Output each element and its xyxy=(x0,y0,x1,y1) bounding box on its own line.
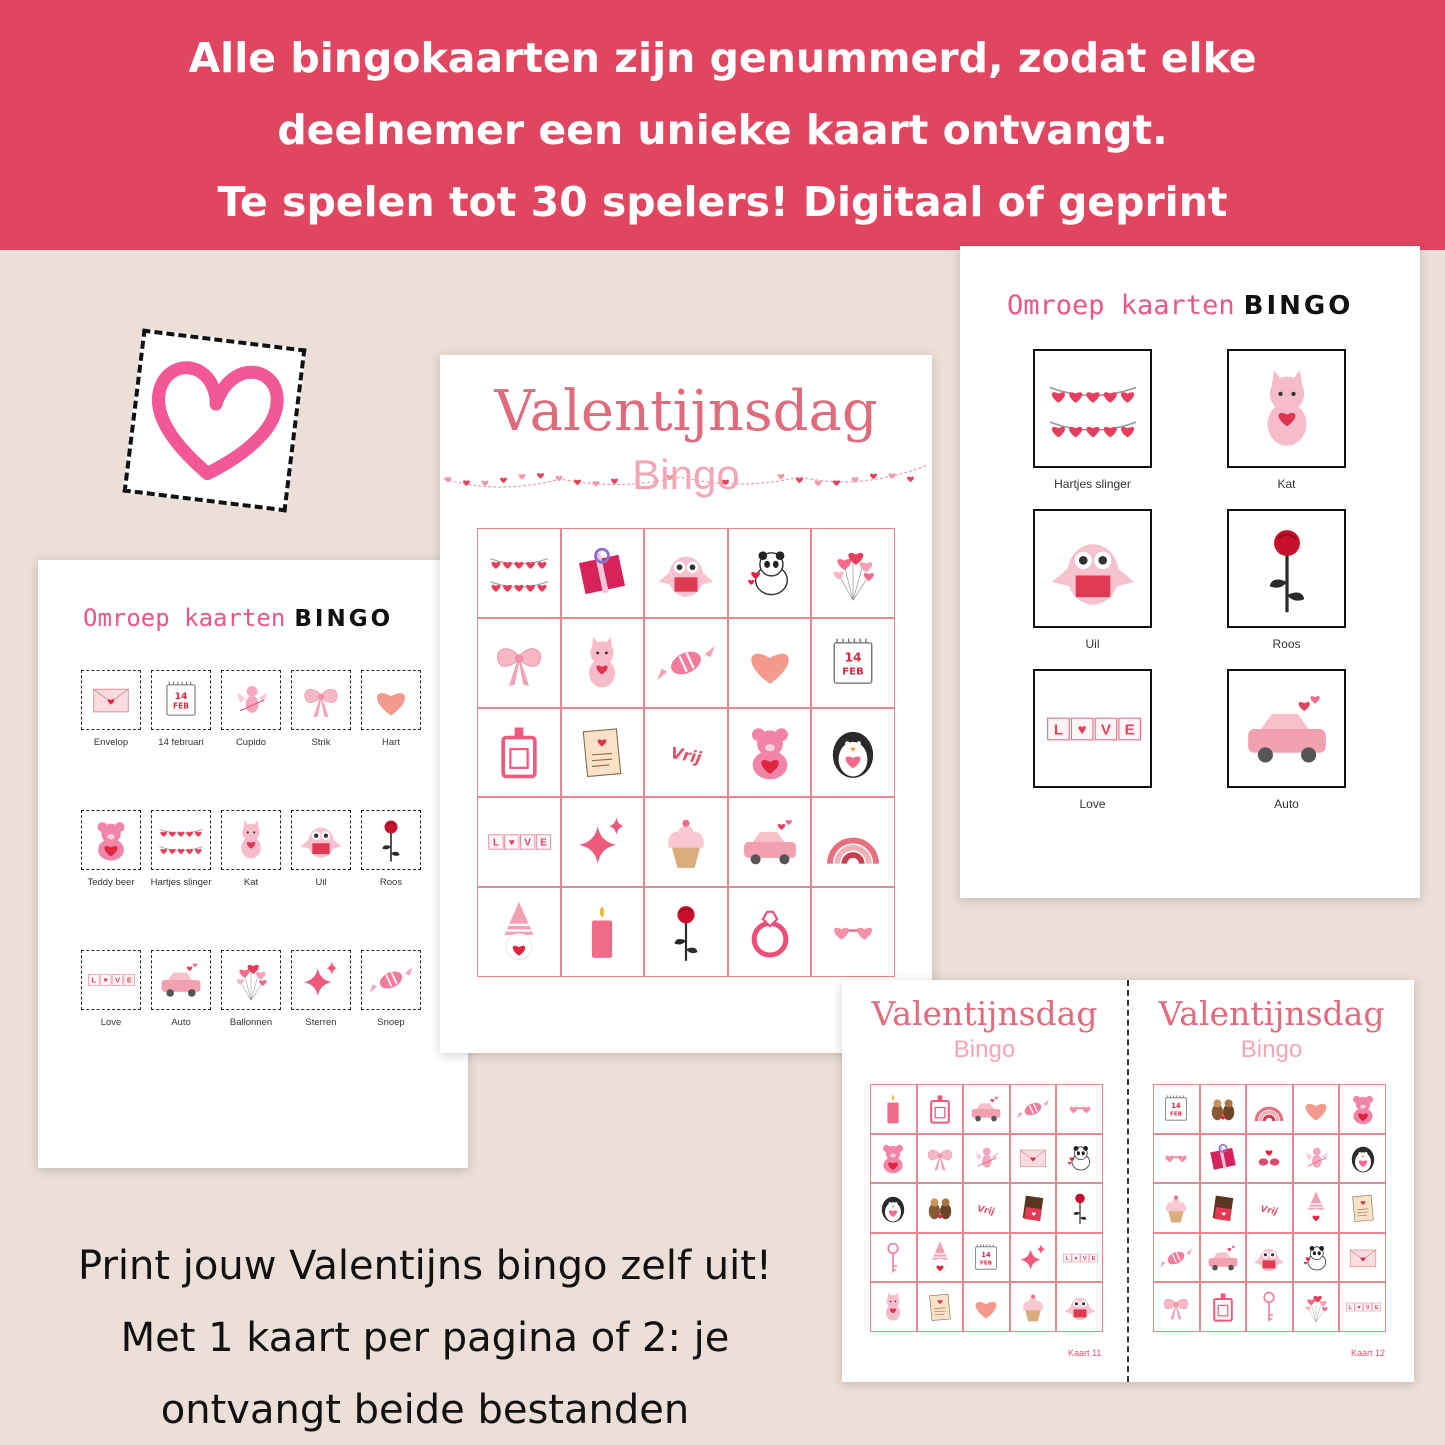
omroep-card-label: Kat xyxy=(243,877,259,888)
bingo-cell xyxy=(811,528,895,618)
bingo-cell xyxy=(561,797,645,887)
bingo-cell xyxy=(1293,1183,1340,1233)
bingo-cell xyxy=(963,1134,1010,1184)
bow-icon xyxy=(483,627,555,699)
penguin-icon xyxy=(817,716,889,788)
perfume-icon xyxy=(483,716,555,788)
panda-icon xyxy=(1060,1138,1100,1178)
candy-icon xyxy=(364,953,418,1007)
bingo-cell xyxy=(477,797,561,887)
bingo-cell xyxy=(870,1183,917,1233)
lovebirds-icon xyxy=(1249,1138,1289,1178)
bingo-cell xyxy=(1200,1183,1247,1233)
bingo-cell xyxy=(1153,1183,1200,1233)
svg-text:L: L xyxy=(1348,1305,1352,1312)
banner-line-1: Alle bingokaarten zijn genummerd, zodat elke xyxy=(188,34,1257,82)
bingo-cell xyxy=(870,1084,917,1134)
bingo-cell xyxy=(870,1233,917,1283)
bingo-cell xyxy=(963,1183,1010,1233)
heart-icon xyxy=(1296,1089,1336,1129)
cal-icon xyxy=(1156,1089,1196,1129)
bingo-cell xyxy=(1056,1233,1103,1283)
rose-icon xyxy=(650,896,722,968)
bingo-cell xyxy=(477,618,561,708)
garland-icon xyxy=(483,537,555,609)
bingo-cell xyxy=(811,797,895,887)
svg-text:Vrij: Vrij xyxy=(1260,1204,1279,1218)
bingo-cell xyxy=(811,887,895,977)
heart-stamp xyxy=(123,329,307,513)
omroep-card-label: Hart xyxy=(382,737,400,748)
svg-text:14: 14 xyxy=(174,690,188,702)
omroep-card xyxy=(291,950,351,1010)
cal-icon xyxy=(154,673,208,727)
kaart-number-left: Kaart 11 xyxy=(1068,1348,1102,1358)
car-icon xyxy=(1233,675,1341,783)
vrij-icon xyxy=(966,1188,1006,1228)
double-subtitle-left: Bingo xyxy=(953,1036,1016,1063)
cupid-icon xyxy=(966,1138,1006,1178)
envelope-icon xyxy=(1013,1138,1053,1178)
bingo-cell xyxy=(1056,1183,1103,1233)
perfume-icon xyxy=(920,1089,960,1129)
omroep-card xyxy=(1033,669,1152,788)
dogs-icon xyxy=(1203,1089,1243,1129)
bingo-cell xyxy=(811,708,895,798)
cupcake-icon xyxy=(1156,1188,1196,1228)
bingo-cell xyxy=(1010,1282,1057,1332)
bingo-cell xyxy=(963,1084,1010,1134)
omroep-card-label: Uil xyxy=(1085,637,1100,651)
sparkle-icon xyxy=(1013,1238,1053,1278)
bingo-cell xyxy=(917,1183,964,1233)
glasses-icon xyxy=(1156,1138,1196,1178)
balloons-icon xyxy=(1296,1287,1336,1327)
rose-icon xyxy=(364,813,418,867)
omroep-card-label: Hartjes slinger xyxy=(1054,477,1131,491)
dogs-icon xyxy=(920,1188,960,1228)
bingo-cell xyxy=(917,1233,964,1283)
cat-icon xyxy=(566,627,638,699)
bingo-cell xyxy=(1246,1282,1293,1332)
double-subtitle-right: Bingo xyxy=(1240,1036,1303,1063)
bingo-cell xyxy=(1056,1134,1103,1184)
double-title-right: Valentijnsdag xyxy=(1158,994,1385,1033)
bottom-line-1: Print jouw Valentijns bingo zelf uit! xyxy=(78,1243,772,1289)
bingo-cell xyxy=(1339,1084,1386,1134)
heart-icon xyxy=(127,333,302,508)
omroep-card xyxy=(1227,349,1346,468)
gift-icon xyxy=(566,537,638,609)
banner-line-2: deelnemer een unieke kaart ontvangt. xyxy=(277,106,1168,154)
cupid-icon xyxy=(1296,1138,1336,1178)
header-banner xyxy=(0,0,1445,250)
key-icon xyxy=(1249,1287,1289,1327)
svg-text:FEB: FEB xyxy=(980,1259,993,1266)
love-icon xyxy=(84,953,138,1007)
omroep-card xyxy=(81,810,141,870)
teddy-icon xyxy=(1343,1089,1383,1129)
bingo-cell xyxy=(644,797,728,887)
car-icon xyxy=(966,1089,1006,1129)
omroep-card-label: Teddy beer xyxy=(87,877,135,888)
omroep-card xyxy=(151,810,211,870)
bottom-line-3: ontvangt beide bestanden xyxy=(160,1387,690,1433)
bow-icon xyxy=(294,673,348,727)
bingo-cell xyxy=(1246,1183,1293,1233)
candy-icon xyxy=(650,627,722,699)
teddy-icon xyxy=(873,1138,913,1178)
svg-text:E: E xyxy=(126,975,132,985)
svg-text:L: L xyxy=(1065,1255,1069,1262)
gnome-icon xyxy=(483,896,555,968)
bingo-cell xyxy=(1153,1233,1200,1283)
cupcake-icon xyxy=(1013,1287,1053,1327)
vrij-icon xyxy=(1249,1188,1289,1228)
love-icon xyxy=(1343,1287,1383,1327)
bingo-cell xyxy=(1010,1233,1057,1283)
glasses-icon xyxy=(817,896,889,968)
omroep-card-label: Snoep xyxy=(377,1017,405,1028)
svg-text:V: V xyxy=(1082,1255,1087,1262)
bingo-cell xyxy=(1293,1134,1340,1184)
svg-text:♥: ♥ xyxy=(103,975,108,985)
svg-text:FEB: FEB xyxy=(1170,1111,1183,1118)
penguin-icon xyxy=(873,1188,913,1228)
svg-text:V: V xyxy=(524,837,531,849)
omroep-card xyxy=(221,670,281,730)
svg-text:14: 14 xyxy=(1171,1101,1182,1110)
choc-icon xyxy=(1203,1188,1243,1228)
bingo-cell xyxy=(870,1282,917,1332)
bottom-line-2: Met 1 kaart per pagina of 2: je xyxy=(120,1315,730,1361)
omroep-card-label: Love xyxy=(1079,797,1106,811)
bingo-cell xyxy=(1200,1134,1247,1184)
bingo-card-double xyxy=(842,980,1414,1382)
svg-text:V: V xyxy=(114,975,121,985)
omroep-card xyxy=(291,670,351,730)
owl-icon xyxy=(294,813,348,867)
candy-icon xyxy=(1013,1089,1053,1129)
teddy-icon xyxy=(734,716,806,788)
card-icon xyxy=(566,716,638,788)
svg-text:♥: ♥ xyxy=(1074,1255,1078,1262)
omroep-card-label: Cupido xyxy=(235,737,267,748)
svg-text:E: E xyxy=(1091,1255,1096,1262)
svg-text:♥: ♥ xyxy=(1357,1305,1361,1312)
omroep-card xyxy=(361,950,421,1010)
bingo-cell xyxy=(728,887,812,977)
cupid-icon xyxy=(224,673,278,727)
omroep-sheet-left xyxy=(38,560,468,1168)
bingo-cell xyxy=(644,887,728,977)
bingo-cell xyxy=(644,618,728,708)
omroep-card xyxy=(291,810,351,870)
banner-line-3: Te spelen tot 30 spelers! Digitaal of geprint xyxy=(217,178,1228,226)
bingo-cell xyxy=(1339,1233,1386,1283)
bingo-cell xyxy=(477,708,561,798)
bingo-cell xyxy=(1010,1084,1057,1134)
bingo-cell xyxy=(1293,1282,1340,1332)
gnome-icon xyxy=(1296,1188,1336,1228)
love-icon xyxy=(1039,675,1147,783)
bingo-grid-main xyxy=(477,528,895,977)
svg-text:E: E xyxy=(539,837,547,849)
bingo-cell xyxy=(1339,1134,1386,1184)
omroep-card-label: Strik xyxy=(311,737,331,748)
cat-icon xyxy=(224,813,278,867)
love-icon xyxy=(1060,1238,1100,1278)
bingo-grid-left xyxy=(870,1084,1103,1332)
bingo-cell xyxy=(477,528,561,618)
svg-text:Vrij: Vrij xyxy=(669,743,703,768)
sparkle-icon xyxy=(566,806,638,878)
svg-text:Vrij: Vrij xyxy=(977,1204,996,1218)
bingo-cell xyxy=(1153,1282,1200,1332)
omroep-card-label: Kat xyxy=(1277,477,1296,491)
bingo-card-main xyxy=(440,355,932,1053)
rainbow-icon xyxy=(1249,1089,1289,1129)
love-icon xyxy=(483,806,555,878)
bingo-cell xyxy=(561,887,645,977)
bingo-cell xyxy=(1246,1134,1293,1184)
rainbow-icon xyxy=(817,806,889,878)
envelope-icon xyxy=(1343,1238,1383,1278)
vrij-icon xyxy=(650,716,722,788)
bingo-cell xyxy=(870,1134,917,1184)
ring-icon xyxy=(734,896,806,968)
bingo-cell xyxy=(561,618,645,708)
bingo-cell xyxy=(963,1233,1010,1283)
cal-icon xyxy=(817,627,889,699)
bingo-cell xyxy=(811,618,895,708)
envelope-icon xyxy=(84,673,138,727)
bingo-cell xyxy=(1246,1233,1293,1283)
bingo-cell xyxy=(917,1084,964,1134)
bottom-promo-text xyxy=(20,1230,830,1445)
bingo-cell xyxy=(1200,1282,1247,1332)
omroep-card-label: Ballonnen xyxy=(229,1017,273,1028)
omroep-card xyxy=(81,950,141,1010)
omroep-card-label: Envelop xyxy=(93,737,129,748)
bingo-cell xyxy=(1010,1183,1057,1233)
bingo-cell xyxy=(728,797,812,887)
omroep-card xyxy=(151,670,211,730)
omroep-card-label: Roos xyxy=(379,877,403,888)
heart-icon xyxy=(966,1287,1006,1327)
bingo-cell xyxy=(1153,1084,1200,1134)
candy-icon xyxy=(1156,1238,1196,1278)
omroep-card-label: Auto xyxy=(171,1017,191,1028)
omroep-card xyxy=(1033,349,1152,468)
owl-icon xyxy=(1060,1287,1100,1327)
car-icon xyxy=(734,806,806,878)
garland-icon xyxy=(154,813,208,867)
bingo-cell xyxy=(644,708,728,798)
bingo-title: Valentijnsdag xyxy=(494,379,878,444)
omroep-card-label: Sterren xyxy=(305,1017,337,1028)
omroep-card xyxy=(151,950,211,1010)
svg-text:V: V xyxy=(1100,720,1111,738)
bingo-cell xyxy=(1056,1084,1103,1134)
owl-icon xyxy=(650,537,722,609)
owl-icon xyxy=(1039,515,1147,623)
key-icon xyxy=(873,1238,913,1278)
rose-icon xyxy=(1233,515,1341,623)
glasses-icon xyxy=(1060,1089,1100,1129)
panda-icon xyxy=(1296,1238,1336,1278)
cupcake-icon xyxy=(650,806,722,878)
rose-icon xyxy=(1060,1188,1100,1228)
heart-icon xyxy=(734,627,806,699)
perfume-icon xyxy=(1203,1287,1243,1327)
svg-text:FEB: FEB xyxy=(172,701,190,711)
bingo-cell xyxy=(1293,1084,1340,1134)
bingo-subtitle: Bingo xyxy=(632,451,740,498)
bingo-cell xyxy=(1056,1282,1103,1332)
bingo-cell xyxy=(1200,1233,1247,1283)
penguin-icon xyxy=(1343,1138,1383,1178)
omroep-card-label: Hartjes slinger xyxy=(150,877,212,888)
svg-text:FEB: FEB xyxy=(842,666,864,678)
omroep-card xyxy=(1227,509,1346,628)
bingo-cell xyxy=(1200,1084,1247,1134)
cat-icon xyxy=(873,1287,913,1327)
candle-icon xyxy=(873,1089,913,1129)
owl-icon xyxy=(1249,1238,1289,1278)
double-title-left: Valentijnsdag xyxy=(871,994,1098,1033)
sparkle-icon xyxy=(294,953,348,1007)
bingo-cell xyxy=(1153,1134,1200,1184)
bingo-cell xyxy=(1339,1282,1386,1332)
bingo-cell xyxy=(728,618,812,708)
gnome-icon xyxy=(920,1238,960,1278)
bingo-cell xyxy=(917,1134,964,1184)
bingo-grid-right xyxy=(1153,1084,1386,1332)
bingo-cell xyxy=(561,708,645,798)
choc-icon xyxy=(1013,1188,1053,1228)
bingo-cell xyxy=(644,528,728,618)
bingo-cell xyxy=(728,528,812,618)
omroep-card xyxy=(221,950,281,1010)
cal-icon xyxy=(966,1238,1006,1278)
svg-text:♥: ♥ xyxy=(1077,720,1087,738)
balloons-icon xyxy=(817,537,889,609)
garland-icon xyxy=(1039,355,1147,463)
svg-text:L: L xyxy=(91,975,97,985)
omroep-sheet-right xyxy=(960,246,1420,898)
svg-text:V: V xyxy=(1365,1305,1370,1312)
omroep-card-label: Love xyxy=(100,1017,122,1028)
car-icon xyxy=(1203,1238,1243,1278)
bow-icon xyxy=(1156,1287,1196,1327)
omroep-card xyxy=(1227,669,1346,788)
candle-icon xyxy=(566,896,638,968)
bingo-cell xyxy=(561,528,645,618)
svg-text:14: 14 xyxy=(844,650,862,665)
omroep-card xyxy=(361,810,421,870)
card-icon xyxy=(1343,1188,1383,1228)
heart-icon xyxy=(364,673,418,727)
omroep-title-right: Omroep kaarten BINGO xyxy=(1007,290,1354,321)
omroep-card-label: 14 februari xyxy=(158,737,204,748)
omroep-card xyxy=(1033,509,1152,628)
bingo-cell xyxy=(917,1282,964,1332)
omroep-card-label: Roos xyxy=(1272,637,1301,651)
teddy-icon xyxy=(84,813,138,867)
svg-text:E: E xyxy=(1374,1305,1379,1312)
bingo-cell xyxy=(1246,1084,1293,1134)
bingo-cell xyxy=(963,1282,1010,1332)
cat-icon xyxy=(1233,355,1341,463)
bingo-cell xyxy=(1010,1134,1057,1184)
panda-icon xyxy=(734,537,806,609)
gift-icon xyxy=(1203,1138,1243,1178)
svg-text:L: L xyxy=(1053,720,1063,738)
kaart-number-right: Kaart 12 xyxy=(1351,1348,1386,1358)
omroep-card-label: Uil xyxy=(315,877,327,888)
omroep-card-label: Auto xyxy=(1274,797,1299,811)
bingo-cell xyxy=(728,708,812,798)
svg-text:♥: ♥ xyxy=(508,837,515,849)
card-icon xyxy=(920,1287,960,1327)
omroep-card xyxy=(81,670,141,730)
svg-text:E: E xyxy=(1124,720,1135,738)
bow-icon xyxy=(920,1138,960,1178)
car-icon xyxy=(154,953,208,1007)
svg-text:L: L xyxy=(492,837,499,849)
bingo-cell xyxy=(1339,1183,1386,1233)
svg-text:14: 14 xyxy=(981,1250,992,1259)
bingo-cell xyxy=(477,887,561,977)
balloons-icon xyxy=(224,953,278,1007)
bingo-cell xyxy=(1293,1233,1340,1283)
omroep-title-left: Omroep kaarten BINGO xyxy=(83,604,394,632)
omroep-card xyxy=(361,670,421,730)
omroep-card xyxy=(221,810,281,870)
